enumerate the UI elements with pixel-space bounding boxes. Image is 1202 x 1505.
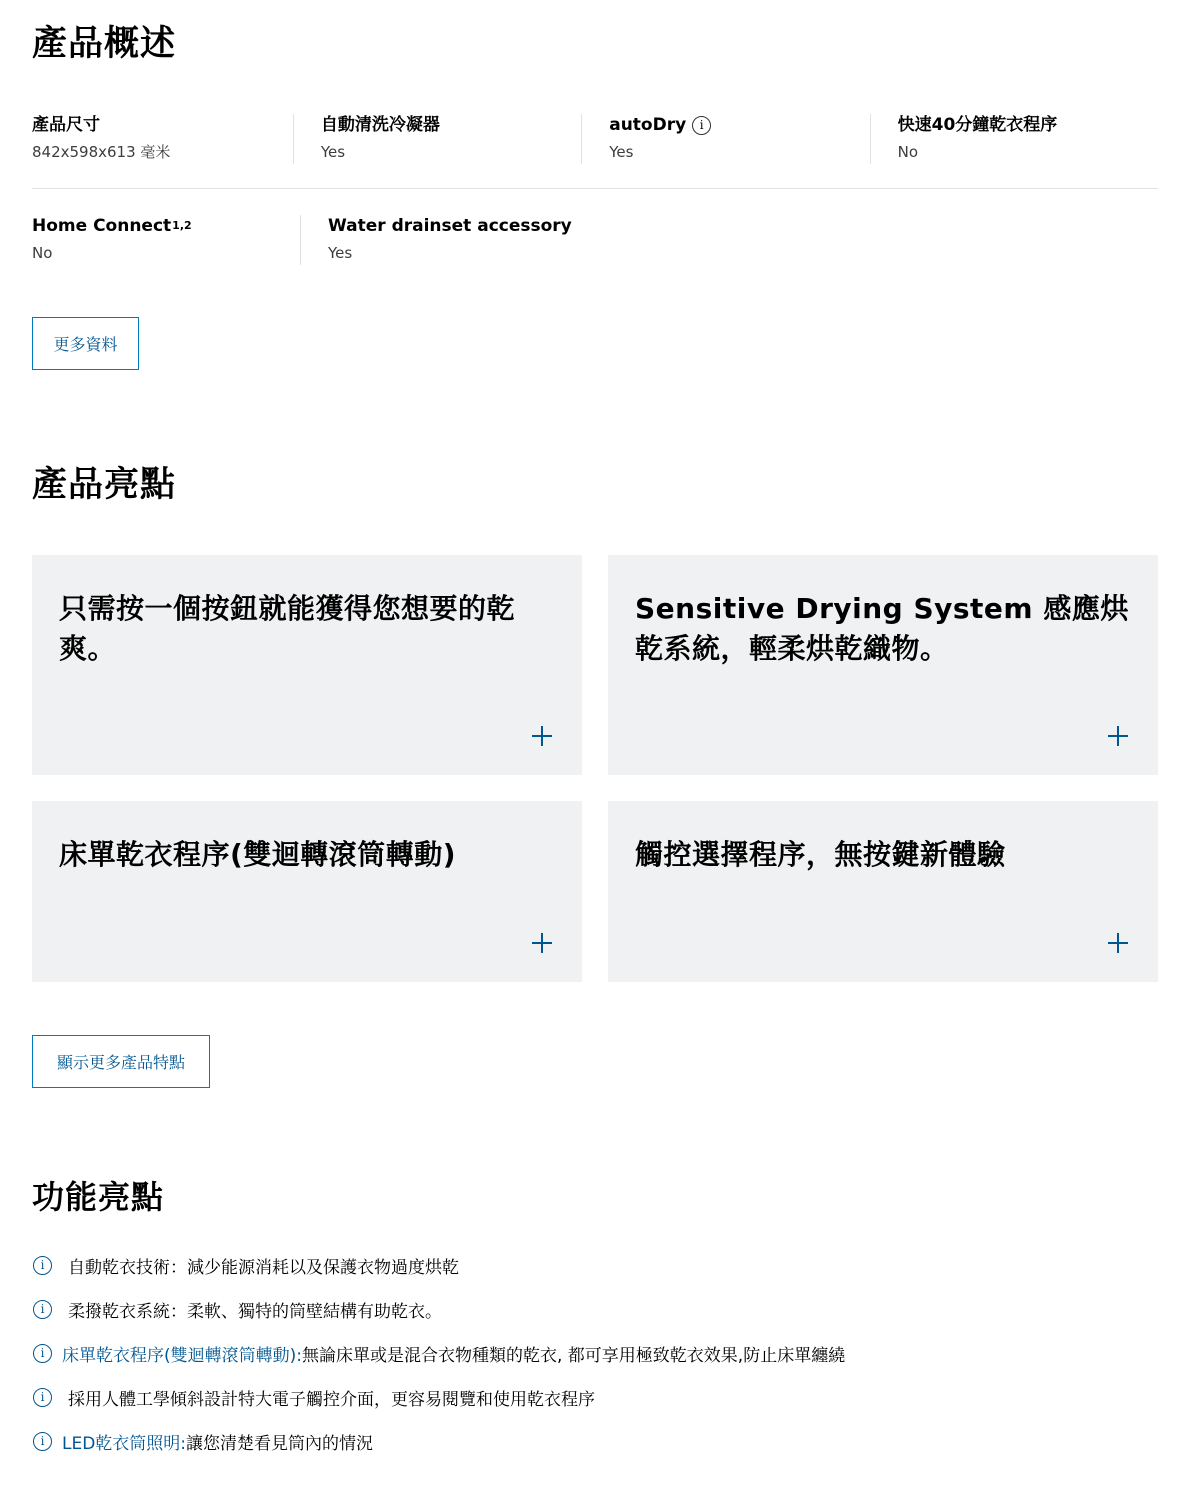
info-icon[interactable]: i [33,1300,52,1319]
spec-divider [32,188,1158,189]
info-icon[interactable]: i [33,1344,52,1363]
info-icon[interactable]: i [692,116,711,135]
spec-label: Water drainset accessory [328,216,572,236]
info-icon[interactable]: i [33,1432,52,1451]
feature-item [33,1297,442,1322]
highlight-card[interactable] [32,555,582,775]
highlight-card-title: Sensitive Drying System 感應烘乾系統，輕柔烘乾織物。 [635,592,1129,665]
feature-text: 採用人體工學傾斜設計特大電子觸控介面，更容易閱覽和使用乾衣程序 [68,1390,595,1410]
spec-value: No [897,143,919,161]
feature-text: 自動乾衣技術：減少能源消耗以及保護衣物過度烘乾 [68,1258,459,1278]
info-icon[interactable]: i [33,1256,52,1275]
highlight-card[interactable] [608,801,1158,982]
spec-label: autoDry [609,115,687,135]
feature-item [33,1253,459,1278]
more-info-button[interactable]: 更多資料 [32,317,139,370]
feature-text: 柔撥乾衣系統：柔軟、獨特的筒壁結構有助乾衣。 [68,1302,442,1322]
spec-item-condenser [293,114,581,164]
plus-icon[interactable] [532,933,552,953]
spec-label-row [609,114,869,136]
feature-link[interactable]: 床單乾衣程序(雙迴轉滾筒轉動): [62,1346,302,1366]
spec-value: No [32,244,53,262]
highlight-card[interactable] [608,555,1158,775]
feature-text: 讓您清楚看見筒內的情況 [186,1434,374,1454]
feature-item [33,1429,373,1454]
spec-value: 842x598x613 毫米 [32,143,171,161]
spec-value: Yes [320,143,346,161]
highlight-card-title: 只需按一個按鈕就能獲得您想要的乾爽。 [59,592,516,665]
spec-item-autodry [581,114,869,164]
feature-item [33,1385,595,1410]
spec-label-row [32,215,300,237]
spec-row-2 [32,215,1158,265]
plus-icon[interactable] [532,726,552,746]
feature-text: 無論床單或是混合衣物種類的乾衣, 都可享用極致乾衣效果,防止床單纏繞 [302,1346,846,1366]
feature-link[interactable]: LED乾衣筒照明: [62,1434,187,1454]
spec-label: 產品尺寸 [32,115,100,135]
spec-item-drainset [300,215,596,265]
spec-value: Yes [609,143,634,161]
info-icon[interactable]: i [33,1388,52,1407]
spec-item-dimensions [32,114,293,164]
spec-label: 快速40分鐘乾衣程序 [897,115,1058,135]
spec-label: 自動清洗冷凝器 [320,115,440,135]
overview-title: 產品概述 [32,24,177,64]
spec-item-quick-dry [870,114,1158,164]
highlight-card[interactable] [32,801,582,982]
plus-icon[interactable] [1108,726,1128,746]
highlight-card-title: 床單乾衣程序(雙迴轉滾筒轉動) [59,838,457,871]
spec-item-home-connect [32,215,300,265]
plus-icon[interactable] [1108,933,1128,953]
features-title: 功能亮點 [32,1178,165,1216]
feature-item [33,1341,845,1366]
spec-row-1 [32,114,1158,164]
spec-value: Yes [328,244,353,262]
highlight-card-title: 觸控選擇程序，無按鍵新體驗 [635,838,1006,871]
footnote-marker[interactable]: 1,2 [172,219,192,232]
show-more-features-button[interactable]: 顯示更多產品特點 [32,1035,210,1088]
highlights-title: 產品亮點 [32,465,177,505]
spec-label: Home Connect [32,216,172,236]
